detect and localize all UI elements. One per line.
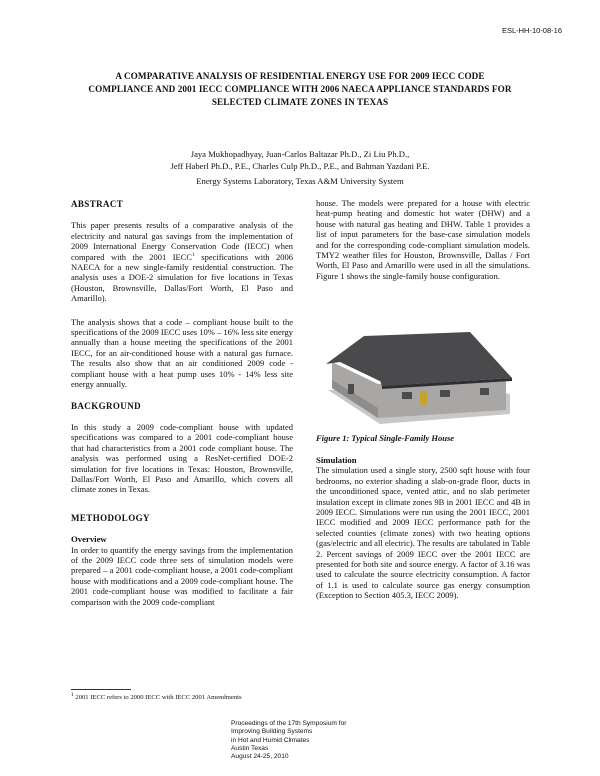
authors-line: Jeff Haberl Ph.D., P.E., Charles Culp Ph.D., P.E., and Bahman Yazdani P.E.: [170, 160, 430, 171]
methodology-paragraph-continued: house. The models were prepared for a house with electric heat-pump heating and domestic hot water (DHW) and a house with natural gas heating and DHW. Table 1 provides a list of input parameters for the base-case simulation models and for the corresponding code-compliant simulation models. TMY2 weather files for Houston, Brownsville, Dallas / Fort Worth, El Paso and Amarillo were used in all the simulations. Figure 1 shows the single-family house configuration.: [316, 198, 530, 281]
footnote-marker: 1: [192, 251, 195, 258]
house-rendering-icon: [320, 328, 520, 428]
window: [348, 384, 354, 394]
proceedings-line: Proceedings of the 17th Symposium for: [231, 720, 347, 727]
methodology-heading: METHODOLOGY: [71, 512, 150, 523]
background-heading: BACKGROUND: [71, 400, 142, 411]
left-column: [71, 199, 293, 607]
simulation-subheading: Simulation: [316, 455, 357, 465]
right-column: [316, 198, 530, 281]
abstract-paragraph: The analysis shows that a code – compliant house built to the specifications of the 2009 IECC uses 10% – 16% less site energy annually than a house meeting the specifications of the 2001 IECC, for an air-conditioned house with a natural gas furnace. The results also show that an air conditioned 2009 code - compliant house with a heat pump uses 10% - 14% less site energy annually.: [71, 316, 293, 390]
methodology-paragraph: In order to quantify the energy savings from the implementation of the 2009 IECC code three sets of simulation models were prepared – a 2001 code-compliant house, a 2001 code-compliant house with modifications and a 2009 code-compliant house. The 2001 code-compliant house was modified to facilitate a fair comparison with the 2009 code-compliant: [71, 544, 293, 607]
paper-title: [60, 70, 540, 109]
simulation-section: [316, 455, 530, 601]
footnote-text: 2001 IECC refers to 2000 IECC with IECC 2001 Amendments: [73, 694, 242, 701]
proceedings-line: in Hot and Humid Climates: [231, 736, 310, 744]
abstract-heading: ABSTRACT: [71, 199, 124, 209]
proceedings-line: Improving Building Systems: [231, 728, 313, 736]
authors-line: Jaya Mukhopadhyay, Juan-Carlos Baltazar Ph.D., Zi Liu Ph.D.,: [190, 149, 410, 159]
footnote-divider: [71, 689, 131, 690]
window: [402, 392, 412, 399]
proceedings-line: Austin Texas: [231, 744, 269, 752]
house-roof: [364, 332, 512, 386]
simulation-paragraph: The simulation used a single story, 2500 sqft house with four bedrooms, no exterior shading a slab-on-grade floor, ducts in the unconditioned space, vented attic, and no slab perimeter insulation except in climate zones 9B in 2001 IECC and 4B in 2009 IECC. Simulations were run using the 2001 IECC, 2001 IECC modified and 2009 IECC performance path for the selected counties (climate zones) with two heating options (gas/electric and all electric). The results are tabulated in Table 2. Percent savings of 2009 IECC over the 2001 IECC are presented for both site and source energy. A factor of 3.16 was used to calculate the source electricity consumption. A factor of 1.1 is used to calculate source gas energy consumption (Exception to Section 405.3, IECC 2009).: [316, 465, 530, 601]
title-line: A COMPARATIVE ANALYSIS OF RESIDENTIAL ENERGY USE FOR 2009 IECC CODE: [115, 71, 485, 81]
authors: [60, 149, 540, 172]
report-id: ESL-HH-10-08-16: [501, 26, 562, 35]
window: [480, 388, 489, 395]
title-line: SELECTED CLIMATE ZONES IN TEXAS: [211, 97, 389, 107]
affiliation: Energy Systems Laboratory, Texas A&M University System: [196, 176, 404, 186]
title-line: COMPLIANCE AND 2001 IECC COMPLIANCE WITH 2006 NAECA APPLIANCE STANDARDS FOR: [88, 84, 512, 94]
overview-subheading: Overview: [71, 534, 107, 545]
proceedings-line: August 24-25, 2010: [231, 753, 289, 761]
door: [420, 391, 427, 405]
figure-caption: Figure 1: Typical Single-Family House: [316, 433, 455, 443]
proceedings-info: [231, 720, 431, 761]
footnote: [71, 691, 371, 701]
house-figure: [320, 328, 520, 428]
footnote-number: 1: [71, 691, 74, 698]
abstract-paragraph: This paper presents results of a comparative analysis of the electricity and natural gas savings from the implementation of 2009 International Energy Conservation Code (IECC) when compared with the 2001 IECC$^1$ specifications with 2006 NAECA for a new single-family residential construction. The analysis uses a DOE-2 simulation for five locations in Texas (Houston, Brownsville, Dallas/Fort Worth, El Paso and Amarillo).: [71, 220, 293, 304]
window: [440, 390, 450, 397]
background-paragraph: In this study a 2009 code-compliant house with updated specifications was compared to a 2001 code-compliant house that had characteristics from a 2001 code compliant house. The analysis was performed using a ResNet-certified DOE-2 simulation for five locations in Texas: Houston, Brownsville, Dallas/Fort Worth, El Paso and Amarillo, which covers all climate zones in Texas.: [71, 421, 293, 495]
